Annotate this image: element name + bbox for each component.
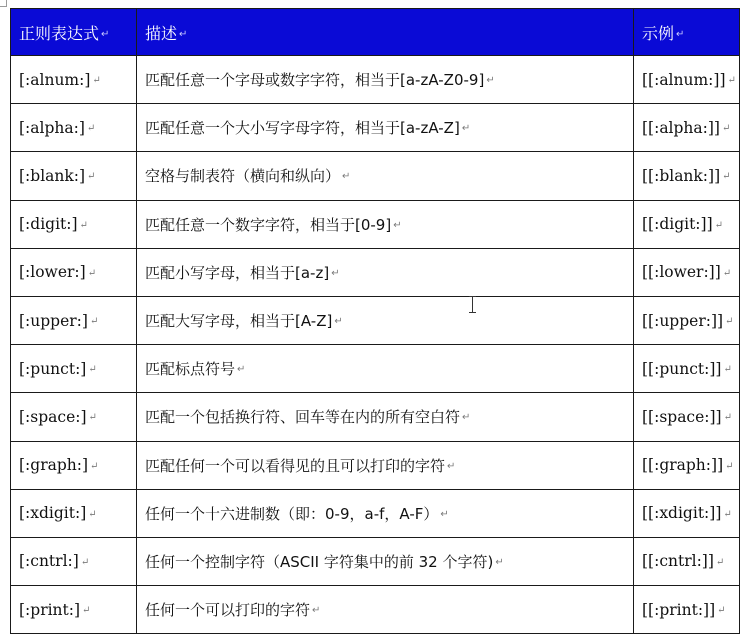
cell-example <box>634 152 740 200</box>
table-row <box>11 489 740 537</box>
cell-description <box>137 393 634 441</box>
cell-example <box>634 489 740 537</box>
cell-description <box>137 152 634 200</box>
cell-example-text: [[:punct:]] <box>642 359 722 378</box>
cell-example <box>634 248 740 296</box>
cell-description-text: 匹配大写字母，相当于[A-Z] <box>145 312 333 331</box>
cell-example-text: [[:upper:]] <box>642 311 724 330</box>
cell-example-text: [[:blank:]] <box>642 166 721 185</box>
paragraph-mark-icon: ↵ <box>237 364 246 376</box>
cell-description <box>137 200 634 248</box>
paragraph-mark-icon: ↵ <box>312 605 321 617</box>
table-row <box>11 200 740 248</box>
cell-example-text: [[:alnum:]] <box>642 70 726 89</box>
cell-regex-text: [:alnum:] <box>19 70 91 89</box>
cell-regex-text: [:blank:] <box>19 166 86 185</box>
cell-description <box>137 537 634 585</box>
header-regex-label: 正则表达式 <box>19 23 100 43</box>
cell-example <box>634 586 740 634</box>
cell-regex <box>11 586 137 634</box>
paragraph-mark-icon: ↵ <box>87 267 97 279</box>
paragraph-mark-icon: ↵ <box>725 460 734 472</box>
cell-description <box>137 345 634 393</box>
header-example-label: 示例 <box>642 23 675 43</box>
table-row <box>11 152 740 200</box>
cell-description-text: 匹配任何一个可以看得见的且可以打印的字符 <box>145 456 446 475</box>
cell-example-text: [[:space:]] <box>642 407 722 426</box>
paragraph-mark-icon: ↵ <box>90 460 99 472</box>
paragraph-mark-icon: ↵ <box>714 219 724 231</box>
cell-description <box>137 248 634 296</box>
cell-regex-text: [:lower:] <box>19 263 86 282</box>
cell-regex <box>11 296 137 344</box>
cell-regex <box>11 489 137 537</box>
cell-example-text: [[:graph:]] <box>642 456 724 475</box>
cell-example-text: [[:lower:]] <box>642 263 721 282</box>
cell-regex-text: [:cntrl:] <box>19 552 79 571</box>
cell-regex <box>11 56 137 104</box>
table-body <box>11 56 740 634</box>
cell-regex-text: [:alpha:] <box>19 118 85 137</box>
cell-description-text: 匹配任意一个字母或数字字符，相当于[a-zA-Z0-9] <box>145 71 485 90</box>
paragraph-mark-icon: ↵ <box>89 316 99 328</box>
header-example <box>634 9 740 56</box>
cell-description <box>137 489 634 537</box>
table-row <box>11 393 740 441</box>
cell-regex <box>11 393 137 441</box>
header-description <box>137 9 634 56</box>
paragraph-mark-icon: ↵ <box>342 171 351 183</box>
regex-class-table <box>10 8 740 634</box>
cell-example-text: [[:alpha:]] <box>642 118 720 137</box>
table-row <box>11 537 740 585</box>
cell-regex-text: [:space:] <box>19 407 87 426</box>
paragraph-mark-icon: ↵ <box>88 508 97 520</box>
cell-regex <box>11 200 137 248</box>
cell-regex <box>11 104 137 152</box>
cell-example <box>634 393 740 441</box>
cell-description-text: 匹配一个包括换行符、回车等在内的所有空白符 <box>145 408 461 427</box>
paragraph-mark-icon: ↵ <box>727 75 736 87</box>
cell-example <box>634 441 740 489</box>
table-row <box>11 104 740 152</box>
cell-description <box>137 56 634 104</box>
paragraph-mark-icon: ↵ <box>82 605 91 617</box>
cell-regex-text: [:digit:] <box>19 215 78 234</box>
table-row <box>11 56 740 104</box>
table-row <box>11 345 740 393</box>
cell-regex-text: [:upper:] <box>19 311 88 330</box>
paragraph-mark-icon: ↵ <box>721 123 731 135</box>
paragraph-mark-icon: ↵ <box>486 75 495 87</box>
paragraph-mark-icon: ↵ <box>440 508 449 520</box>
cell-description-text: 任何一个控制字符（ASCII 字符集中的前 32 个字符) <box>145 552 494 571</box>
cell-description-text: 任何一个十六进制数（即：0-9，a-f，A-F） <box>145 504 439 523</box>
table-row <box>11 586 740 634</box>
cell-example-text: [[:cntrl:]] <box>642 552 714 571</box>
paragraph-mark-icon: ↵ <box>79 219 88 231</box>
cell-example-text: [[:xdigit:]] <box>642 504 722 523</box>
cell-example <box>634 104 740 152</box>
paragraph-mark-icon: ↵ <box>715 556 725 568</box>
cell-description-text: 空格与制表符（横向和纵向） <box>145 167 341 186</box>
cell-example <box>634 56 740 104</box>
paragraph-mark-icon: ↵ <box>723 412 732 424</box>
cell-regex <box>11 345 137 393</box>
document-corner-mark <box>0 0 7 7</box>
paragraph-mark-icon: ↵ <box>676 28 685 40</box>
paragraph-mark-icon: ↵ <box>88 412 97 424</box>
paragraph-mark-icon: ↵ <box>723 508 732 520</box>
paragraph-mark-icon: ↵ <box>87 171 96 183</box>
cell-example-text: [[:digit:]] <box>642 215 713 234</box>
cell-description-text: 匹配标点符号 <box>145 360 236 379</box>
cell-example <box>634 200 740 248</box>
cell-regex-text: [:print:] <box>19 600 81 619</box>
cell-regex-text: [:graph:] <box>19 456 89 475</box>
cell-description-text: 任何一个可以打印的字符 <box>145 601 311 620</box>
paragraph-mark-icon: ↵ <box>461 123 471 135</box>
cell-example <box>634 345 740 393</box>
cell-description <box>137 586 634 634</box>
cell-description <box>137 296 634 344</box>
cell-example <box>634 296 740 344</box>
header-regex <box>11 9 137 56</box>
text-cursor-icon <box>472 296 473 313</box>
table-row <box>11 248 740 296</box>
table-row <box>11 296 740 344</box>
paragraph-mark-icon: ↵ <box>331 267 340 279</box>
paragraph-mark-icon: ↵ <box>447 460 456 472</box>
cell-regex-text: [:xdigit:] <box>19 504 87 523</box>
paragraph-mark-icon: ↵ <box>393 219 402 231</box>
cell-description-text: 匹配小写字母，相当于[a-z] <box>145 263 330 282</box>
cell-example <box>634 537 740 585</box>
table-header-row <box>11 9 740 56</box>
header-description-label: 描述 <box>145 23 178 43</box>
paragraph-mark-icon: ↵ <box>722 267 732 279</box>
cell-regex-text: [:punct:] <box>19 359 87 378</box>
paragraph-mark-icon: ↵ <box>92 75 101 87</box>
cell-description <box>137 441 634 489</box>
cell-regex <box>11 441 137 489</box>
table-row <box>11 441 740 489</box>
paragraph-mark-icon: ↵ <box>80 556 90 568</box>
paragraph-mark-icon: ↵ <box>179 28 188 40</box>
cell-regex <box>11 152 137 200</box>
cell-description <box>137 104 634 152</box>
paragraph-mark-icon: ↵ <box>495 556 504 568</box>
paragraph-mark-icon: ↵ <box>725 316 734 328</box>
cell-example-text: [[:print:]] <box>642 600 716 619</box>
paragraph-mark-icon: ↵ <box>723 364 732 376</box>
cell-description-text: 匹配任意一个大小写字母字符，相当于[a-zA-Z] <box>145 119 460 138</box>
paragraph-mark-icon: ↵ <box>86 123 96 135</box>
cell-regex <box>11 248 137 296</box>
paragraph-mark-icon: ↵ <box>88 364 97 376</box>
paragraph-mark-icon: ↵ <box>101 28 110 40</box>
cell-regex <box>11 537 137 585</box>
paragraph-mark-icon: ↵ <box>717 605 726 617</box>
paragraph-mark-icon: ↵ <box>722 171 731 183</box>
paragraph-mark-icon: ↵ <box>334 316 343 328</box>
cell-description-text: 匹配任意一个数字字符，相当于[0-9] <box>145 215 392 234</box>
paragraph-mark-icon: ↵ <box>462 412 471 424</box>
